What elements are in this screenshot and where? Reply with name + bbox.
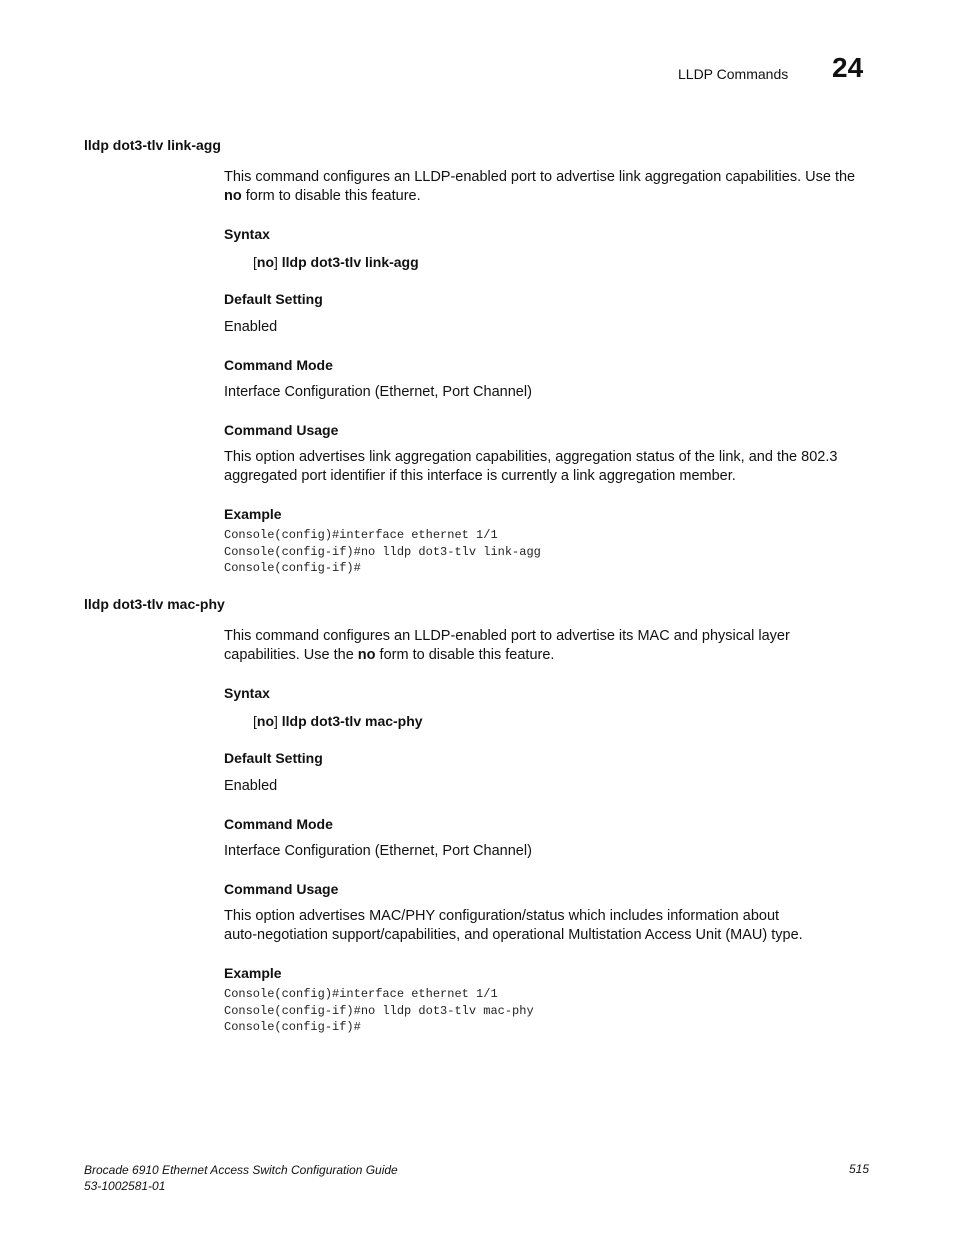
code-line: Console(config-if)#no lldp dot3-tlv mac-phy bbox=[224, 1003, 534, 1018]
command-description: This command configures an LLDP-enabled port to advertise its MAC and physical layer capabilities. Use the no form to disable this feature. bbox=[224, 628, 790, 663]
command-description: This command configures an LLDP-enabled port to advertise link aggregation capabilities. Use the no form to disable this feature. bbox=[224, 169, 856, 204]
running-header-title: LLDP Commands bbox=[678, 66, 789, 82]
default-setting-heading: Default Setting bbox=[224, 750, 323, 766]
command-usage-heading: Command Usage bbox=[224, 422, 339, 438]
code-line: Console(config-if)# bbox=[224, 1020, 361, 1034]
command-title-link-agg: lldp dot3-tlv link-agg bbox=[84, 137, 221, 153]
footer-doc-number: 53-1002581-01 bbox=[84, 1179, 166, 1193]
command-mode-value: Interface Configuration (Ethernet, Port Channel) bbox=[224, 843, 532, 859]
example-code bbox=[224, 527, 541, 577]
code-line: Console(config-if)# bbox=[224, 561, 361, 575]
code-line: Console(config)#interface ethernet 1/1 bbox=[224, 528, 498, 542]
code-line: Console(config-if)#no lldp dot3-tlv link-agg bbox=[224, 544, 541, 559]
command-mode-heading: Command Mode bbox=[224, 816, 333, 832]
syntax-heading: Syntax bbox=[224, 226, 270, 242]
page-number: 515 bbox=[849, 1162, 870, 1176]
syntax-heading: Syntax bbox=[224, 685, 270, 701]
default-setting-value: Enabled bbox=[224, 319, 278, 335]
example-heading: Example bbox=[224, 506, 282, 522]
command-usage-text: This option advertises MAC/PHY configuration/status which includes information about auto-negotiation support/capabilities, and operational Multistation Access Unit (MAU) type. bbox=[224, 908, 803, 943]
footer-doc-info bbox=[84, 1162, 398, 1194]
default-setting-value: Enabled bbox=[224, 778, 278, 794]
command-mode-heading: Command Mode bbox=[224, 357, 333, 373]
code-line: Console(config)#interface ethernet 1/1 bbox=[224, 987, 498, 1001]
example-code bbox=[224, 986, 534, 1036]
command-title-mac-phy: lldp dot3-tlv mac-phy bbox=[84, 596, 225, 612]
command-mode-value: Interface Configuration (Ethernet, Port Channel) bbox=[224, 384, 532, 400]
syntax-line: [no] lldp dot3-tlv mac-phy bbox=[253, 713, 423, 729]
chapter-number: 24 bbox=[832, 52, 864, 83]
command-usage-heading: Command Usage bbox=[224, 881, 339, 897]
footer-guide-title: Brocade 6910 Ethernet Access Switch Configuration Guide bbox=[84, 1163, 398, 1177]
default-setting-heading: Default Setting bbox=[224, 291, 323, 307]
syntax-line: [no] lldp dot3-tlv link-agg bbox=[253, 254, 419, 270]
example-heading: Example bbox=[224, 965, 282, 981]
command-usage-text: This option advertises link aggregation capabilities, aggregation status of the link, and the 802.3 aggregated port identifier if this interface is currently a link aggregation member. bbox=[224, 449, 838, 484]
